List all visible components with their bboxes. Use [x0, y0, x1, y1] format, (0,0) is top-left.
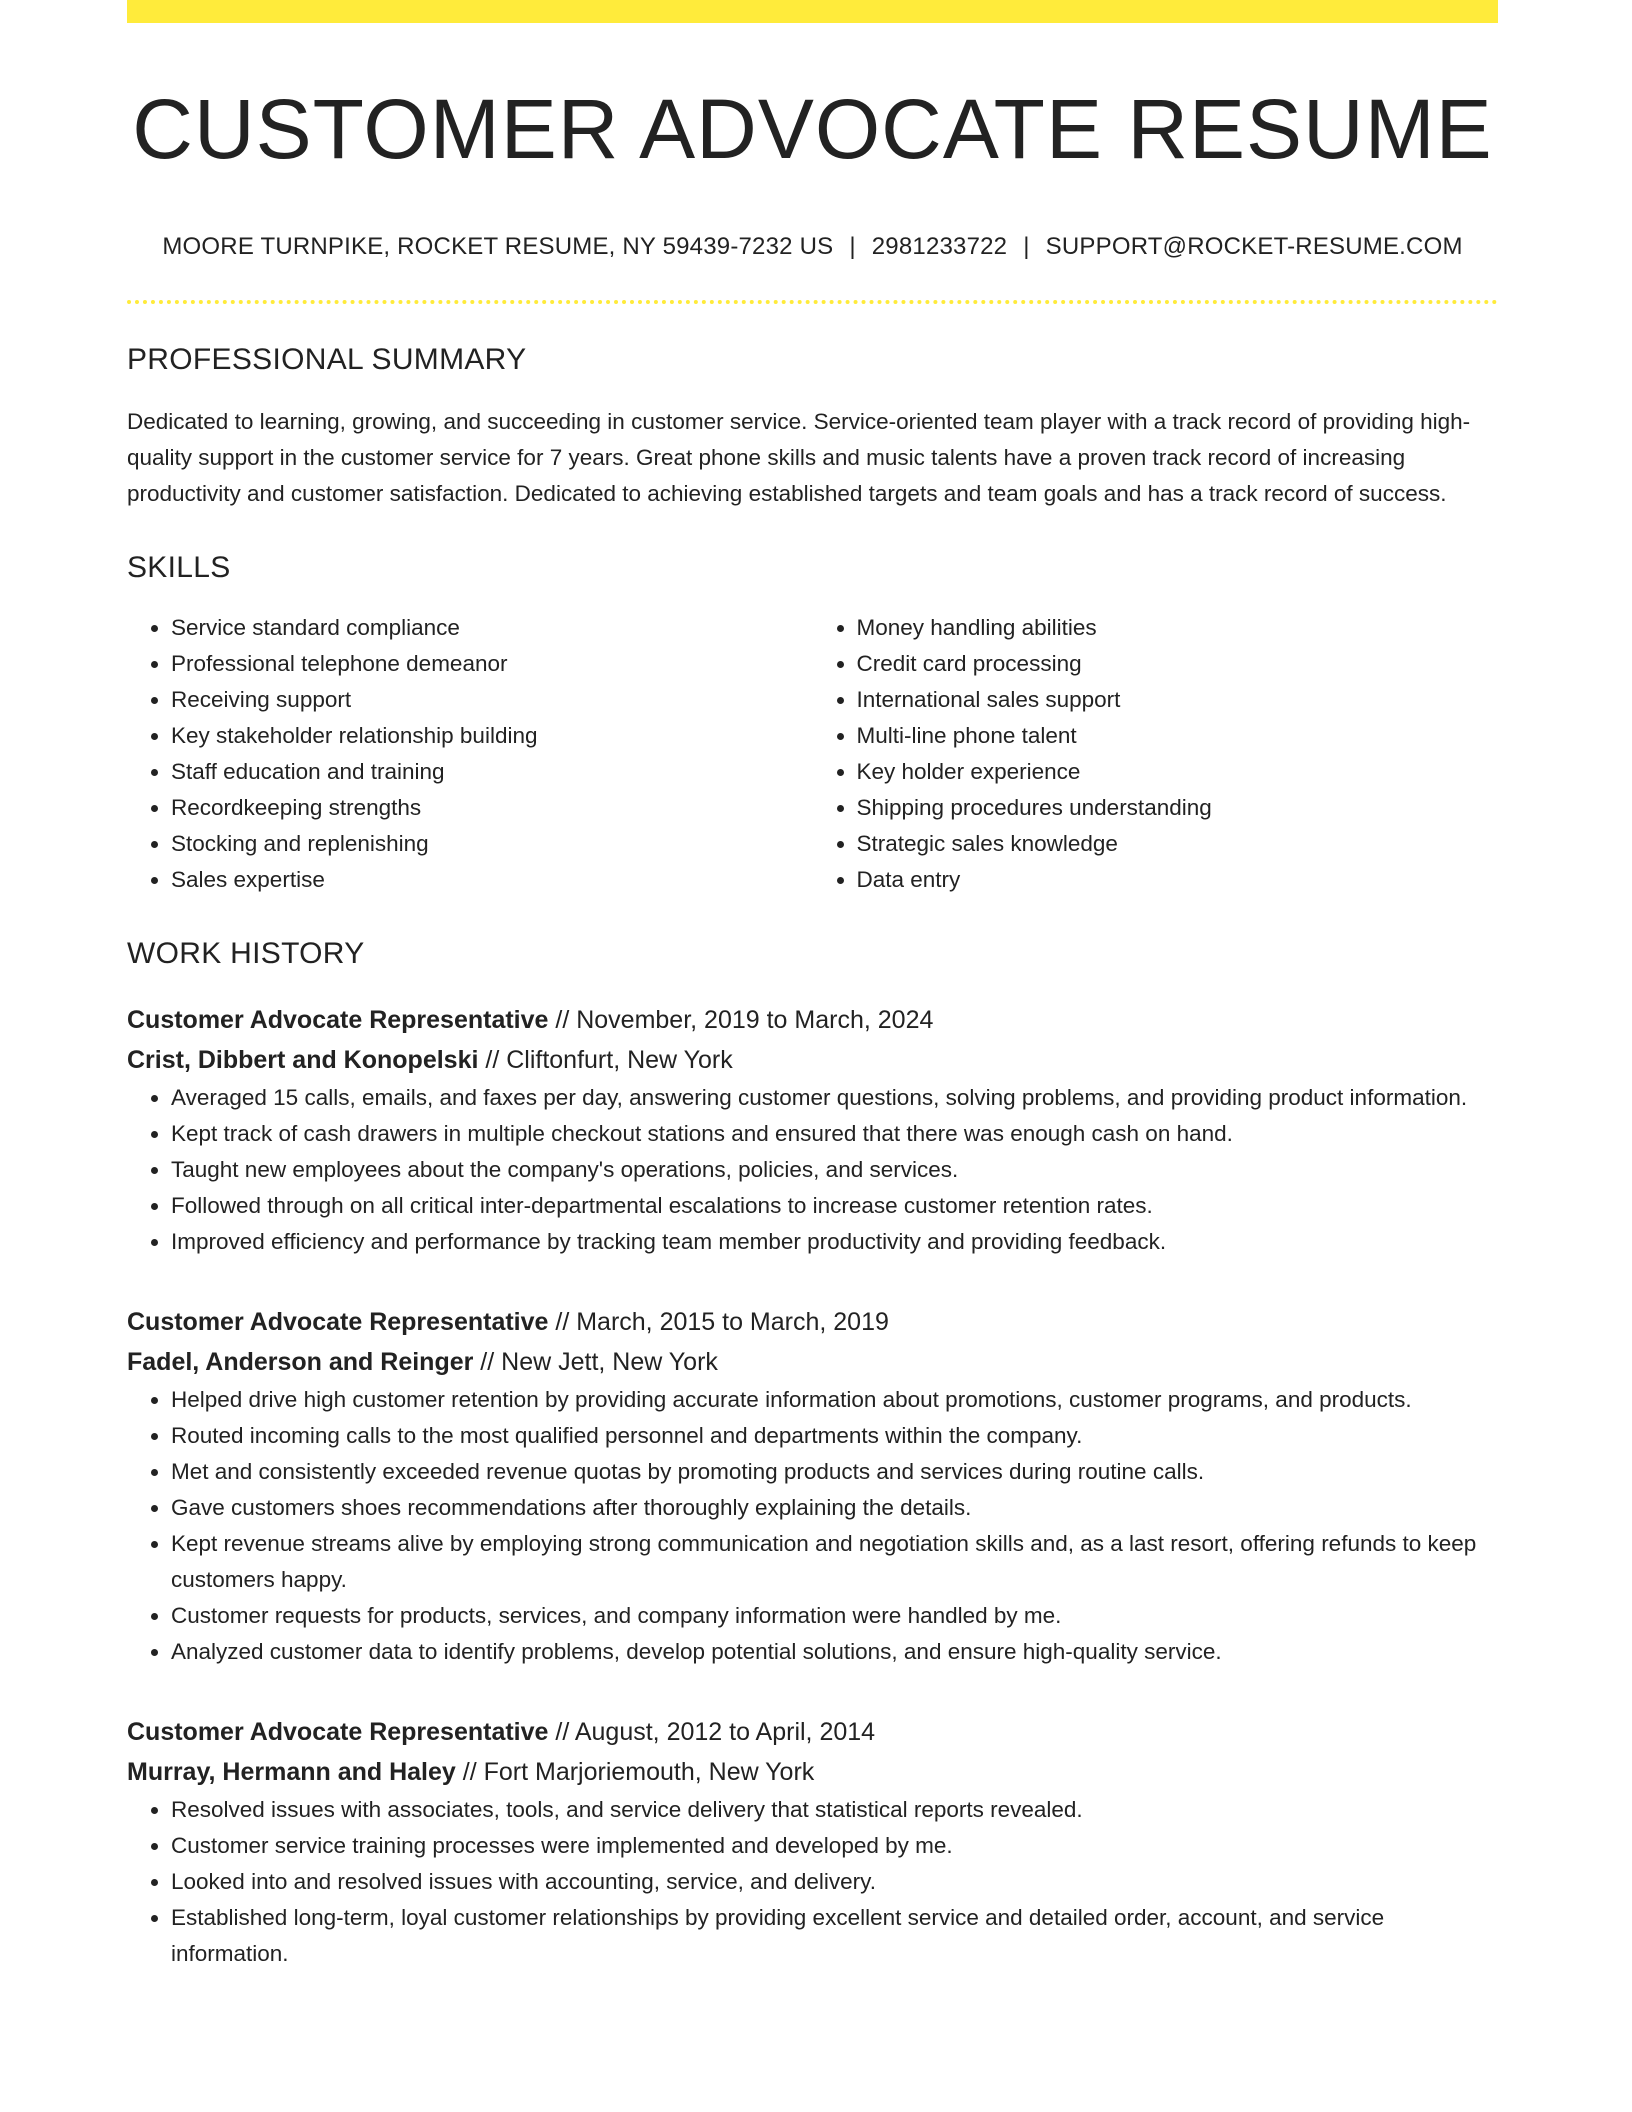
- work-history-heading: WORK HISTORY: [127, 937, 365, 971]
- job-title-line: [127, 1000, 1498, 1040]
- skill-item: • Receiving support: [171, 682, 813, 718]
- dotted-divider: [127, 300, 1498, 304]
- skill-item: • Data entry: [857, 862, 1499, 898]
- resume-title: CUSTOMER ADVOCATE RESUME: [132, 82, 1493, 176]
- skills-column-left: [127, 610, 813, 898]
- job-dates: // March, 2015 to March, 2019: [548, 1308, 889, 1337]
- job-company: Crist, Dibbert and Konopelski: [127, 1046, 479, 1075]
- job-bullet: • Resolved issues with associates, tools, and service delivery that statistical reports revealed.: [171, 1792, 1498, 1828]
- job-title: Customer Advocate Representative: [127, 1718, 549, 1747]
- job-bullet: • Customer requests for products, services, and company information were handled by me.: [171, 1598, 1498, 1634]
- job-entry: [127, 1302, 1498, 1670]
- job-company: Fadel, Anderson and Reinger: [127, 1348, 474, 1377]
- skills-grid: [127, 610, 1498, 898]
- skill-item: • Multi-line phone talent: [857, 718, 1499, 754]
- job-title: Customer Advocate Representative: [127, 1006, 549, 1035]
- job-bullet-list: [127, 1080, 1498, 1260]
- job-bullet: • Looked into and resolved issues with accounting, service, and delivery.: [171, 1864, 1498, 1900]
- skill-item: • Sales expertise: [171, 862, 813, 898]
- job-bullet: • Kept revenue streams alive by employing strong communication and negotiation skills and, as a last resort, offering refunds to keep customers happy.: [171, 1526, 1498, 1598]
- job-bullet: • Followed through on all critical inter-departmental escalations to increase customer retention rates.: [171, 1188, 1498, 1224]
- skills-list-left: [127, 610, 813, 898]
- job-company-line: [127, 1040, 1498, 1080]
- job-bullet: • Established long-term, loyal customer relationships by providing excellent service and detailed order, account, and service information.: [171, 1900, 1498, 1972]
- top-accent-bar: [127, 0, 1498, 23]
- skill-item: • Staff education and training: [171, 754, 813, 790]
- skill-item: • Money handling abilities: [857, 610, 1499, 646]
- job-location: // New Jett, New York: [473, 1348, 718, 1377]
- job-bullet: • Customer service training processes were implemented and developed by me.: [171, 1828, 1498, 1864]
- job-title: Customer Advocate Representative: [127, 1308, 549, 1337]
- job-bullet: • Improved efficiency and performance by tracking team member productivity and providing feedback.: [171, 1224, 1498, 1260]
- skills-list-right: [813, 610, 1499, 898]
- contact-line: [127, 233, 1498, 262]
- skill-item: • Stocking and replenishing: [171, 826, 813, 862]
- skill-item: • International sales support: [857, 682, 1499, 718]
- contact-separator: |: [849, 233, 856, 261]
- job-bullet: • Gave customers shoes recommendations after thoroughly explaining the details.: [171, 1490, 1498, 1526]
- job-entry: [127, 1000, 1498, 1260]
- skill-item: • Key stakeholder relationship building: [171, 718, 813, 754]
- job-bullet: • Averaged 15 calls, emails, and faxes per day, answering customer questions, solving problems, and providing product information.: [171, 1080, 1498, 1116]
- skill-item: • Strategic sales knowledge: [857, 826, 1499, 862]
- job-company-line: [127, 1752, 1498, 1792]
- contact-phone: 2981233722: [871, 233, 1008, 261]
- summary-text: Dedicated to learning, growing, and succeeding in customer service. Service-oriented team player with a track record of providing high-quality support in the customer service for 7 years. Great phone skills and music talents have a proven track record of increasing productivity and customer satisfaction. Dedicated to achieving established targets and team goals and has a track record of success.: [127, 409, 1471, 507]
- job-location: // Cliftonfurt, New York: [478, 1046, 733, 1075]
- contact-separator: |: [1023, 233, 1030, 261]
- resume-page: [127, 0, 1498, 1972]
- contact-address: MOORE TURNPIKE, ROCKET RESUME, NY 59439-7232 US: [162, 233, 834, 261]
- job-bullet: • Kept track of cash drawers in multiple checkout stations and ensured that there was enough cash on hand.: [171, 1116, 1498, 1152]
- job-bullet-list: [127, 1382, 1498, 1670]
- job-company-line: [127, 1342, 1498, 1382]
- job-title-line: [127, 1712, 1498, 1752]
- job-company: Murray, Hermann and Haley: [127, 1758, 456, 1787]
- contact-email: SUPPORT@ROCKET-RESUME.COM: [1045, 233, 1463, 261]
- job-dates: // November, 2019 to March, 2024: [548, 1006, 934, 1035]
- job-bullet: • Helped drive high customer retention by providing accurate information about promotions, customer programs, and products.: [171, 1382, 1498, 1418]
- skill-item: • Key holder experience: [857, 754, 1499, 790]
- job-title-line: [127, 1302, 1498, 1342]
- job-bullet: • Routed incoming calls to the most qualified personnel and departments within the company.: [171, 1418, 1498, 1454]
- job-bullet: • Analyzed customer data to identify problems, develop potential solutions, and ensure high-quality service.: [171, 1634, 1498, 1670]
- skill-item: • Professional telephone demeanor: [171, 646, 813, 682]
- job-bullet-list: [127, 1792, 1498, 1972]
- skill-item: • Service standard compliance: [171, 610, 813, 646]
- job-bullet: • Taught new employees about the company's operations, policies, and services.: [171, 1152, 1498, 1188]
- skills-heading: SKILLS: [127, 551, 231, 585]
- skills-column-right: [813, 610, 1499, 898]
- job-dates: // August, 2012 to April, 2014: [548, 1718, 876, 1747]
- skill-item: • Credit card processing: [857, 646, 1499, 682]
- job-location: // Fort Marjoriemouth, New York: [455, 1758, 815, 1787]
- skill-item: • Shipping procedures understanding: [857, 790, 1499, 826]
- skill-item: • Recordkeeping strengths: [171, 790, 813, 826]
- job-entry: [127, 1712, 1498, 1972]
- job-bullet: • Met and consistently exceeded revenue quotas by promoting products and services during routine calls.: [171, 1454, 1498, 1490]
- summary-heading: PROFESSIONAL SUMMARY: [127, 343, 527, 377]
